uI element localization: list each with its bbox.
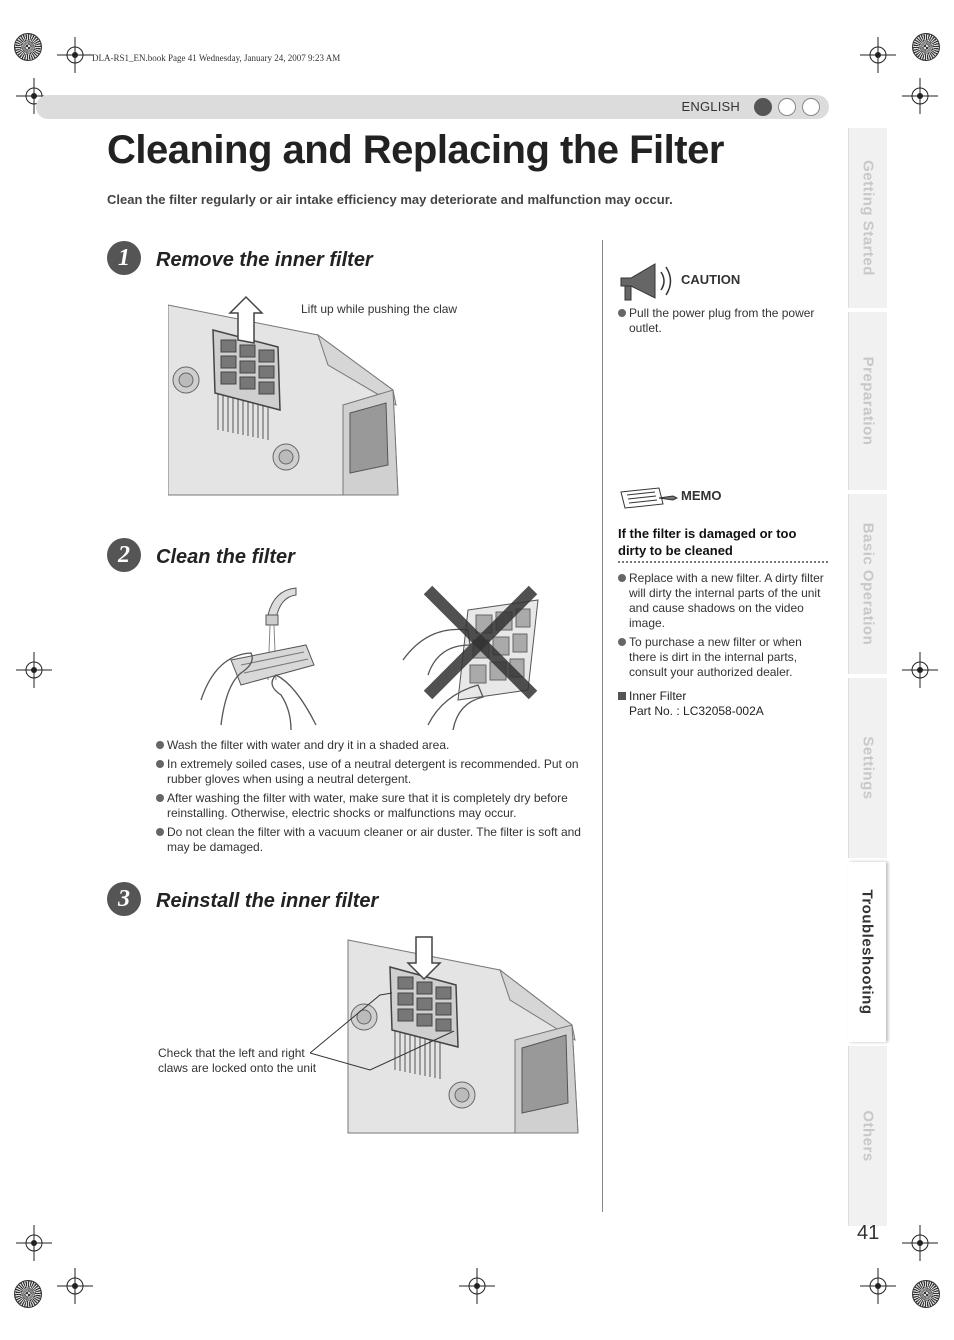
book-info: DLA-RS1_EN.book Page 41 Wednesday, January 24, 2007 9:23 AM — [92, 53, 341, 63]
memo-pencil-icon — [619, 486, 679, 512]
caution-label: CAUTION — [681, 272, 741, 287]
tab-preparation[interactable] — [848, 312, 887, 490]
crosshair-mark — [902, 652, 938, 688]
part-number: Part No. : LC32058-002A — [629, 704, 764, 718]
square-bullet-icon — [618, 692, 626, 700]
step-3-callout-line-2: claws are locked onto the unit — [158, 1061, 317, 1075]
list-item: Wash the filter with water and dry it in a shaded area. — [156, 738, 588, 753]
part-name: Inner Filter — [629, 689, 687, 703]
crosshair-mark — [16, 652, 52, 688]
memo-label: MEMO — [681, 488, 722, 503]
section-tabs — [848, 68, 892, 1273]
step-3-callout-line-1: Check that the left and right — [158, 1046, 305, 1060]
tab-label: Settings — [859, 736, 877, 800]
vacuum-prohibited-illustration — [398, 585, 543, 730]
tab-basic-operation[interactable] — [848, 494, 887, 674]
tab-others[interactable] — [848, 1046, 887, 1226]
caution-list — [618, 306, 830, 340]
column-divider — [602, 240, 603, 1212]
list-item: Replace with a new filter. A dirty filter will dirty the internal parts of the unit and cause shadows on the video image. — [618, 571, 830, 631]
list-item: To purchase a new filter or when there is dirt in the internal parts, consult your authorized dealer. — [618, 635, 830, 680]
part-number-note — [618, 689, 764, 719]
projector-reinstall-filter-illustration — [310, 935, 580, 1135]
registration-mark-top-left — [14, 33, 42, 61]
step-3-number: 3 — [107, 882, 141, 916]
tab-label: Basic Operation — [859, 522, 877, 646]
tab-settings[interactable] — [848, 678, 887, 858]
list-item: In extremely soiled cases, use of a neutral detergent is recommended. Put on rubber gloves when using a neutral detergent. — [156, 757, 588, 787]
language-dot — [802, 98, 820, 116]
step-1-number: 1 — [107, 241, 141, 275]
step-3-title: Reinstall the inner filter — [156, 890, 379, 912]
list-item: After washing the filter with water, make sure that it is completely dry before reinstalling. Otherwise, electric shocks or malfunctions may occur. — [156, 791, 588, 821]
washing-filter-illustration — [196, 585, 321, 730]
step-1-callout: Lift up while pushing the claw — [301, 302, 458, 316]
tab-troubleshooting[interactable] — [848, 862, 886, 1042]
crosshair-mark — [902, 1225, 938, 1261]
language-dot-active — [754, 98, 772, 116]
page-title: Cleaning and Replacing the Filter — [107, 128, 724, 172]
list-item: Pull the power plug from the power outlet. — [618, 306, 830, 336]
step-1-title: Remove the inner filter — [156, 249, 373, 271]
step-2-bullet-list — [156, 738, 588, 859]
memo-heading: If the filter is damaged or too dirty to be cleaned — [618, 526, 797, 558]
crosshair-mark — [459, 1268, 495, 1304]
page-number: 41 — [857, 1222, 880, 1244]
memo-list — [618, 571, 830, 684]
megaphone-icon — [617, 258, 679, 306]
crosshair-mark — [16, 1225, 52, 1261]
projector-remove-filter-illustration — [168, 295, 403, 500]
dotted-divider — [618, 561, 828, 563]
page-subtitle: Clean the filter regularly or air intake efficiency may deteriorate and malfunction may occur. — [107, 192, 673, 207]
tab-getting-started[interactable] — [848, 128, 887, 308]
crosshair-mark — [902, 78, 938, 114]
step-3-callout — [158, 1046, 316, 1076]
registration-mark-bottom-right — [912, 1280, 940, 1308]
crosshair-mark — [57, 1268, 93, 1304]
step-2-title: Clean the filter — [156, 546, 295, 568]
tab-label: Preparation — [859, 356, 877, 446]
tab-label: Troubleshooting — [858, 889, 876, 1015]
step-2-number: 2 — [107, 538, 141, 572]
language-label: ENGLISH — [681, 99, 740, 114]
tab-label: Getting Started — [859, 160, 877, 276]
tab-label: Others — [859, 1110, 877, 1162]
crosshair-mark — [57, 37, 93, 73]
crosshair-mark — [860, 1268, 896, 1304]
language-dot — [778, 98, 796, 116]
list-item: Do not clean the filter with a vacuum cleaner or air duster. The filter is soft and may be damaged. — [156, 825, 588, 855]
registration-mark-top-right — [912, 33, 940, 61]
registration-mark-bottom-left — [14, 1280, 42, 1308]
